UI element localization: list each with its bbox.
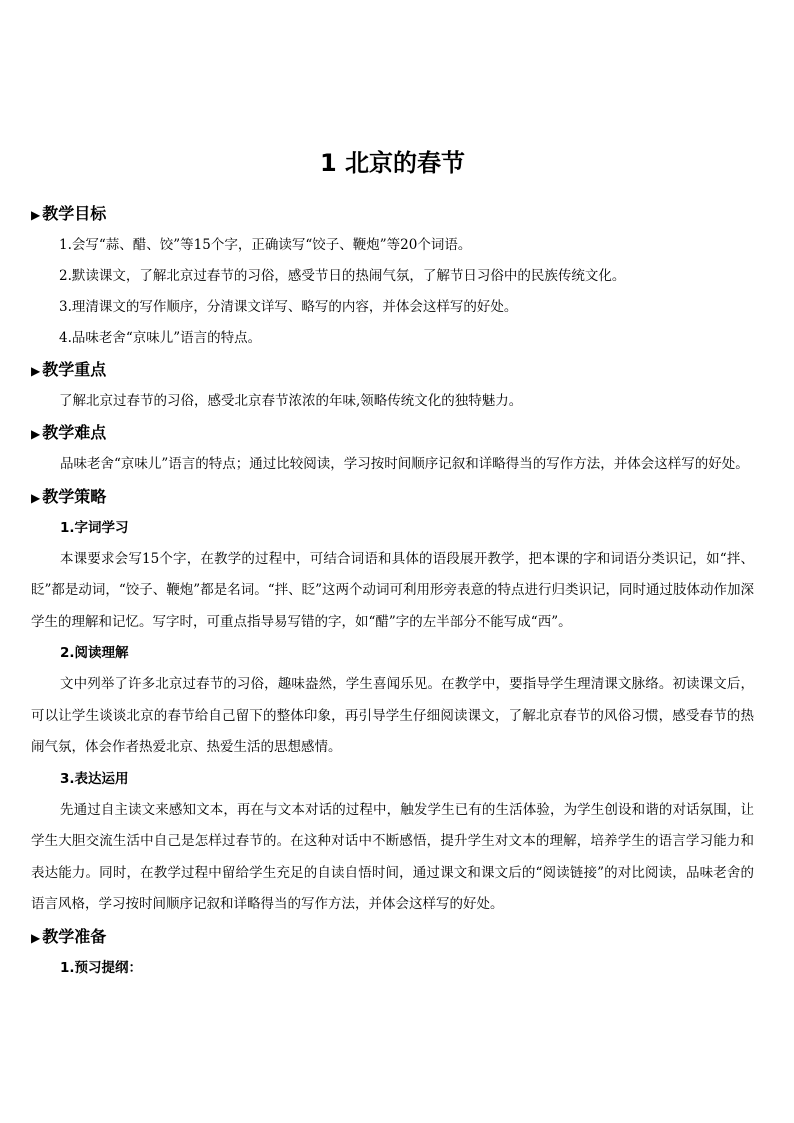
goal-item: 3.理清课文的写作顺序，分清课文详写、略写的内容，并体会这样写的好处。 (59, 299, 518, 315)
goal-item: 4.品味老舍“京味儿”语言的特点。 (59, 330, 262, 346)
strategy-subheading: 3.表达运用 (60, 770, 129, 787)
triangle-bullet-icon: ▶ (31, 930, 41, 945)
goal-item: 1.会写“蒜、醋、饺”等15个字，正确读写“饺子、鞭炮”等20个词语。 (59, 237, 472, 253)
section-heading-label: 教学目标 (42, 204, 107, 223)
section-heading-label: 教学准备 (42, 926, 107, 946)
strategy-paragraph: 文中列举了许多北京过春节的习俗，趣味盎然，学生喜闻乐见。在教学中，要指导学生理清课文脉络。初读课文后，可以让学生谈谈北京的春节给自己留下的整体印象，再引导学生仔细阅读课文，了解北京春节的风俗习惯，感受春节的热闹气氛，体会作者热爱北京、热爱生活的思想感情。 (31, 676, 754, 755)
strategy-paragraph: 本课要求会写15个字，在教学的过程中，可结合词语和具体的语段展开教学，把本课的字和词语分类识记，如“拌、眨”都是动词，“饺子、鞭炮”都是名词。“拌、眨”这两个动词可利用形旁表意的特点进行归类识记，同时通过肢体动作加深学生的理解和记忆。写字时，可重点指导易写错的字，如“醋”字的左半部分不能写成“西”。 (31, 550, 755, 630)
section-heading-label: 教学策略 (42, 486, 107, 506)
goal-item: 2.默读课文，了解北京过春节的习俗，感受节日的热闹气氛，了解节日习俗中的民族传统文化。 (59, 268, 626, 284)
strategy-subheading: 2.阅读理解 (60, 645, 129, 661)
strategy-subheading: 1.字词学习 (60, 519, 129, 536)
key-point-text: 了解北京过春节的习俗，感受北京春节浓浓的年味,领略传统文化的独特魅力。 (59, 393, 523, 409)
page-title: 1 北京的春节 (319, 149, 466, 177)
triangle-bullet-icon: ▶ (31, 427, 41, 441)
section-heading-prep (31, 921, 754, 953)
section-heading-strategy (31, 481, 754, 513)
section-heading-key (31, 354, 754, 386)
triangle-bullet-icon: ▶ (31, 490, 41, 505)
section-heading-label: 教学重点 (42, 360, 107, 379)
difficulty-text: 品味老舍“京味儿”语言的特点；通过比较阅读，学习按时间顺序记叙和详略得当的写作方法，并体会这样写的好处。 (60, 456, 749, 472)
prep-subheading: 1.预习提纲： (60, 959, 143, 976)
strategy-paragraph: 先通过自主读文来感知文本，再在与文本对话的过程中，触发学生已有的生活体验，为学生创设和谐的对话氛围，让学生大胆交流生活中自己是怎样过春节的。在这种对话中不断感悟，提升学生对文本的理解，培养学生的语言学习能力和表达能力。同时，在教学过程中留给学生充足的自读自悟时间，通过课文和课文后的“阅读链接”的对比阅读，品味老舍的语言风格，学习按时间顺序记叙和详略得当的写作方法，并体会这样写的好处。 (31, 801, 754, 912)
section-heading-difficulty (31, 417, 754, 449)
triangle-bullet-icon: ▶ (31, 208, 41, 222)
section-heading-label: 教学难点 (42, 423, 107, 442)
triangle-bullet-icon: ▶ (31, 364, 41, 378)
section-heading-goals (31, 198, 754, 230)
